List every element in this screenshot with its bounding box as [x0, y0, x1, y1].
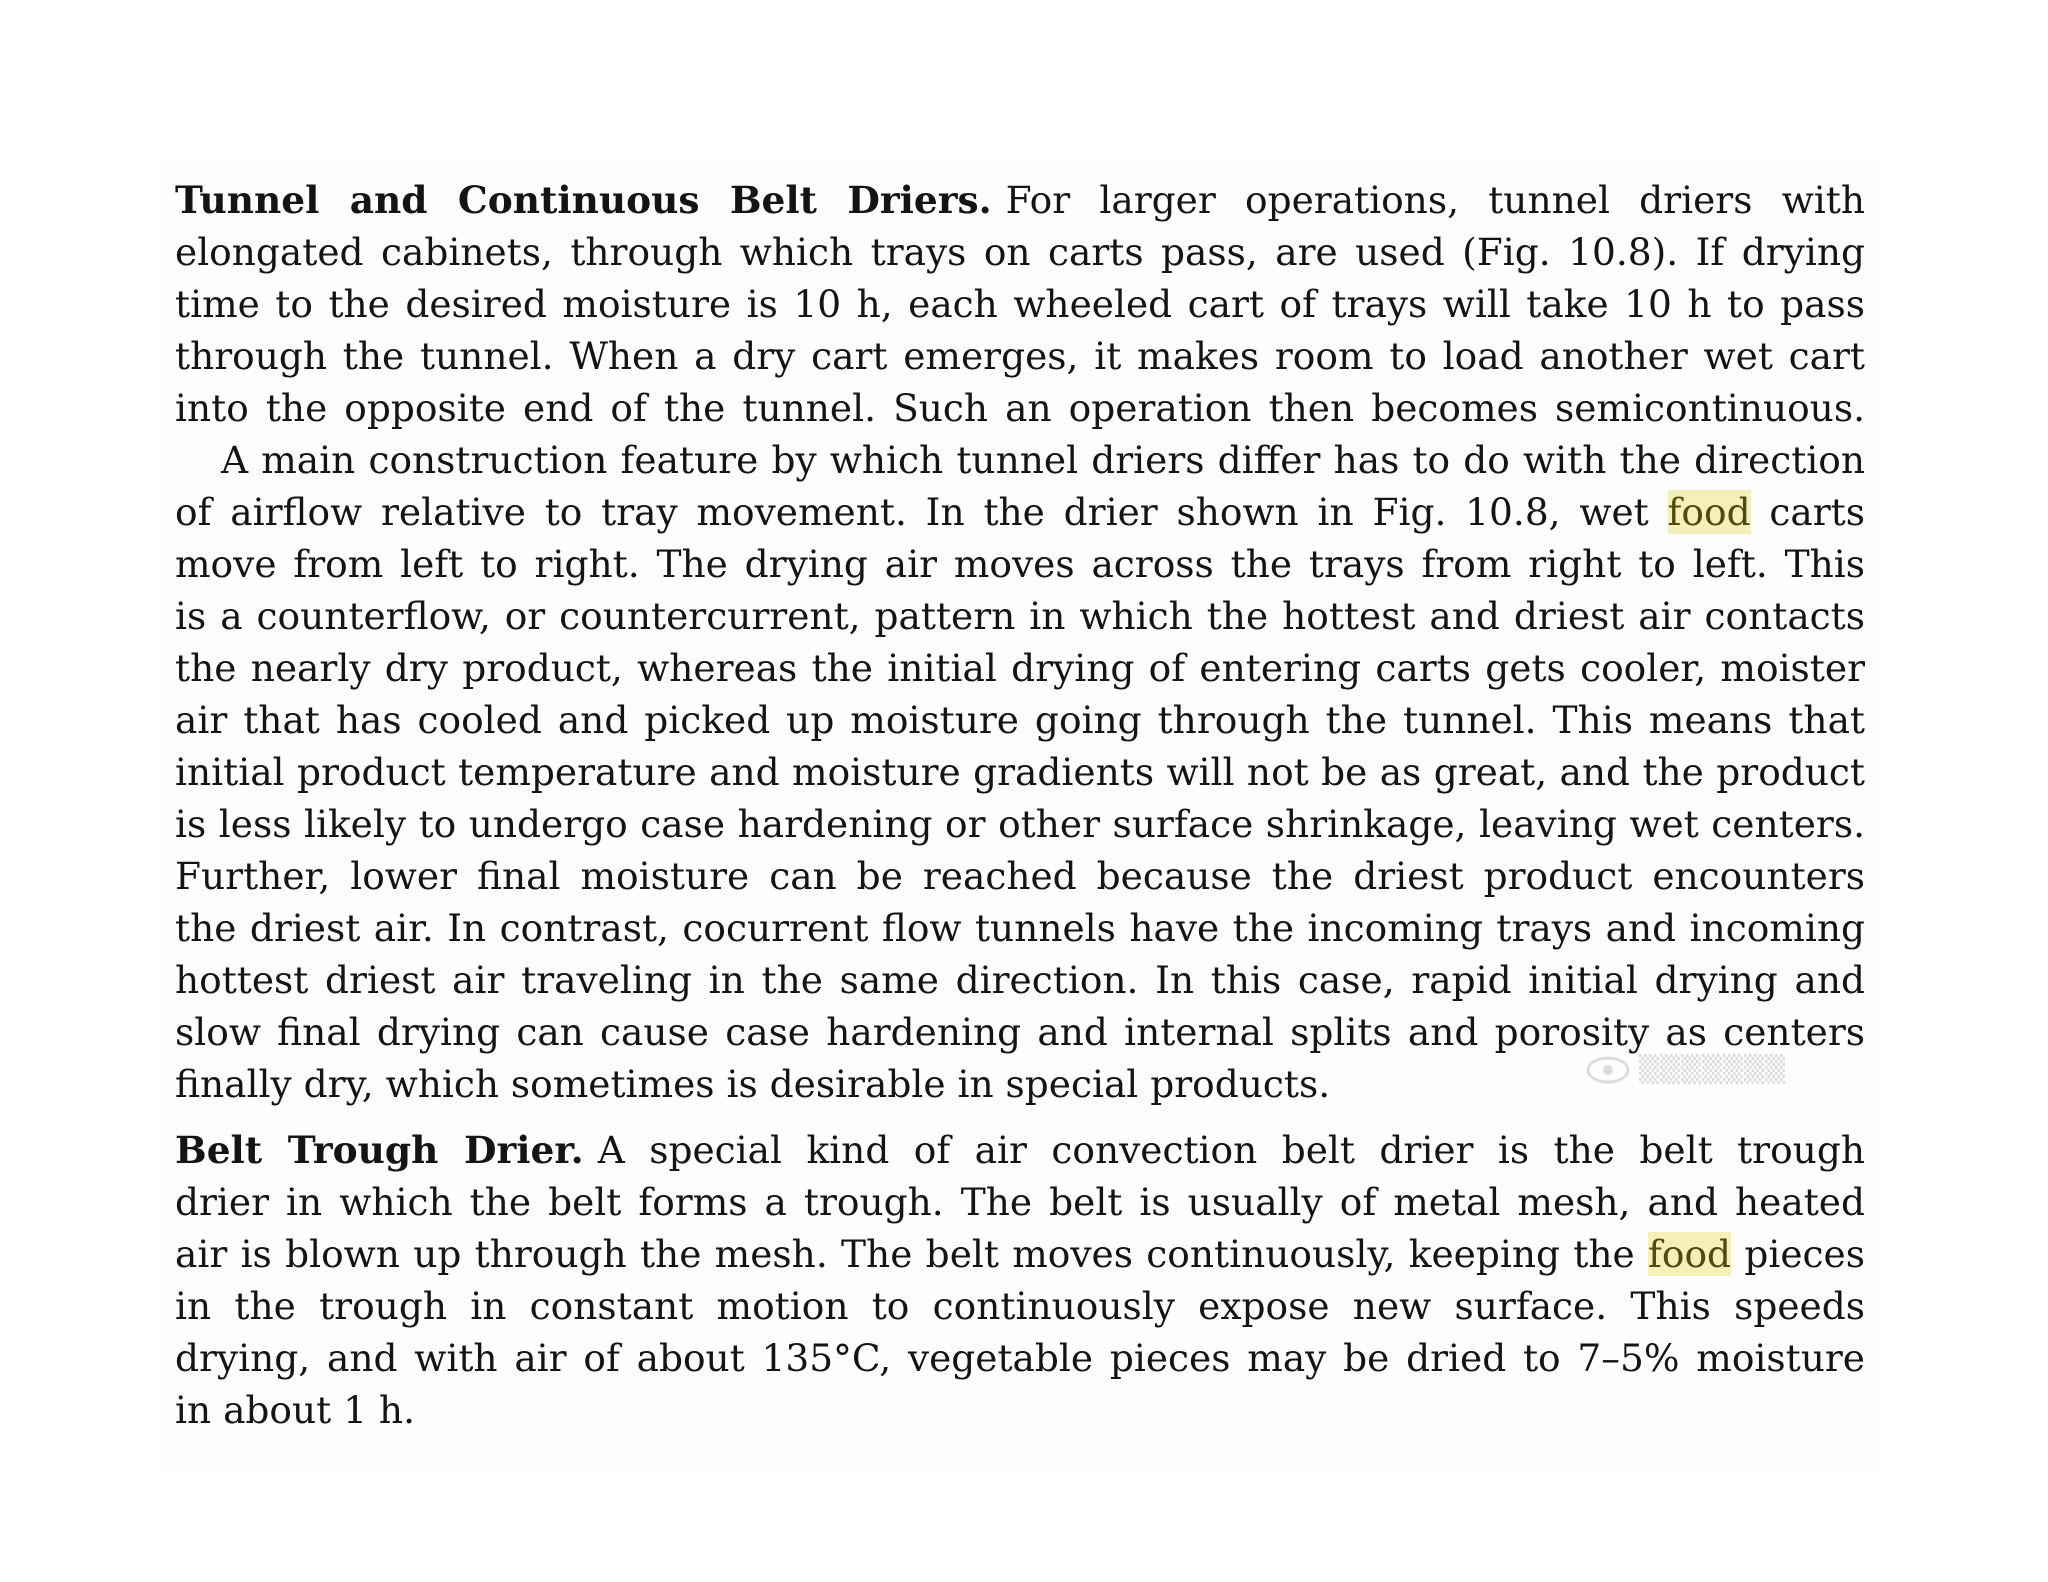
text-line: drying, and with air of about 135°C, vegetable pieces may be dried to 7–5% moisture — [175, 1336, 1865, 1380]
highlighted-word: food — [1667, 490, 1751, 534]
text-line: the nearly dry product, whereas the initial drying of entering carts gets cooler, moister — [175, 646, 1865, 690]
text-line: the driest air. In contrast, cocurrent flow tunnels have the incoming trays and incoming — [175, 906, 1865, 950]
text-line: hottest driest air traveling in the same direction. In this case, rapid initial drying and — [175, 958, 1865, 1002]
text-line: is less likely to undergo case hardening or other surface shrinkage, leaving wet centers. — [175, 802, 1865, 846]
text-line: of airflow relative to tray movement. In the drier shown in Fig. 10.8, wet food carts — [175, 490, 1865, 534]
section-tunnel-driers — [175, 174, 1865, 1110]
text-line: finally dry, which sometimes is desirable in special products. — [175, 1062, 1331, 1106]
watermark-logo-icon — [1585, 1055, 1631, 1085]
watermark-text: ▒▒▒▒▒▒▒ — [1639, 1055, 1786, 1085]
section-belt-trough-drier — [175, 1124, 1865, 1436]
watermark — [1585, 1050, 1875, 1090]
section-heading: Belt Trough Drier. — [175, 1128, 584, 1172]
text-line: drier in which the belt forms a trough. The belt is usually of metal mesh, and heated — [175, 1180, 1865, 1224]
text-line: is a counterflow, or countercurrent, pattern in which the hottest and driest air contacts — [175, 594, 1865, 638]
text-line: slow final drying can cause case hardening and internal splits and porosity as centers — [175, 1010, 1865, 1054]
text-line: initial product temperature and moisture gradients will not be as great, and the product — [175, 750, 1865, 794]
text-line: air is blown up through the mesh. The belt moves continuously, keeping the food pieces — [175, 1232, 1865, 1276]
text-line: Further, lower final moisture can be reached because the driest product encounters — [175, 854, 1865, 898]
paragraph-first-line: A main construction feature by which tunnel driers differ has to do with the direction — [221, 438, 1865, 482]
highlighted-word: food — [1648, 1232, 1732, 1276]
text-line: into the opposite end of the tunnel. Such an operation then becomes semicontinuous. — [175, 386, 1865, 430]
text-line: time to the desired moisture is 10 h, each wheeled cart of trays will take 10 h to pass — [175, 282, 1865, 326]
text-line: Tunnel and Continuous Belt Driers. For larger operations, tunnel driers with — [175, 178, 1866, 222]
text-line: in the trough in constant motion to continuously expose new surface. This speeds — [175, 1284, 1865, 1328]
text-line: through the tunnel. When a dry cart emerges, it makes room to load another wet cart — [175, 334, 1865, 378]
text-line: air that has cooled and picked up moisture going through the tunnel. This means that — [175, 698, 1865, 742]
section-heading: Tunnel and Continuous Belt Driers. — [175, 178, 992, 222]
text-line: in about 1 h. — [175, 1388, 415, 1432]
text-line: Belt Trough Drier. A special kind of air convection belt drier is the belt trough — [175, 1128, 1865, 1172]
text-line: move from left to right. The drying air moves across the trays from right to left. This — [175, 542, 1865, 586]
text-line: elongated cabinets, through which trays on carts pass, are used (Fig. 10.8). If drying — [175, 230, 1865, 274]
